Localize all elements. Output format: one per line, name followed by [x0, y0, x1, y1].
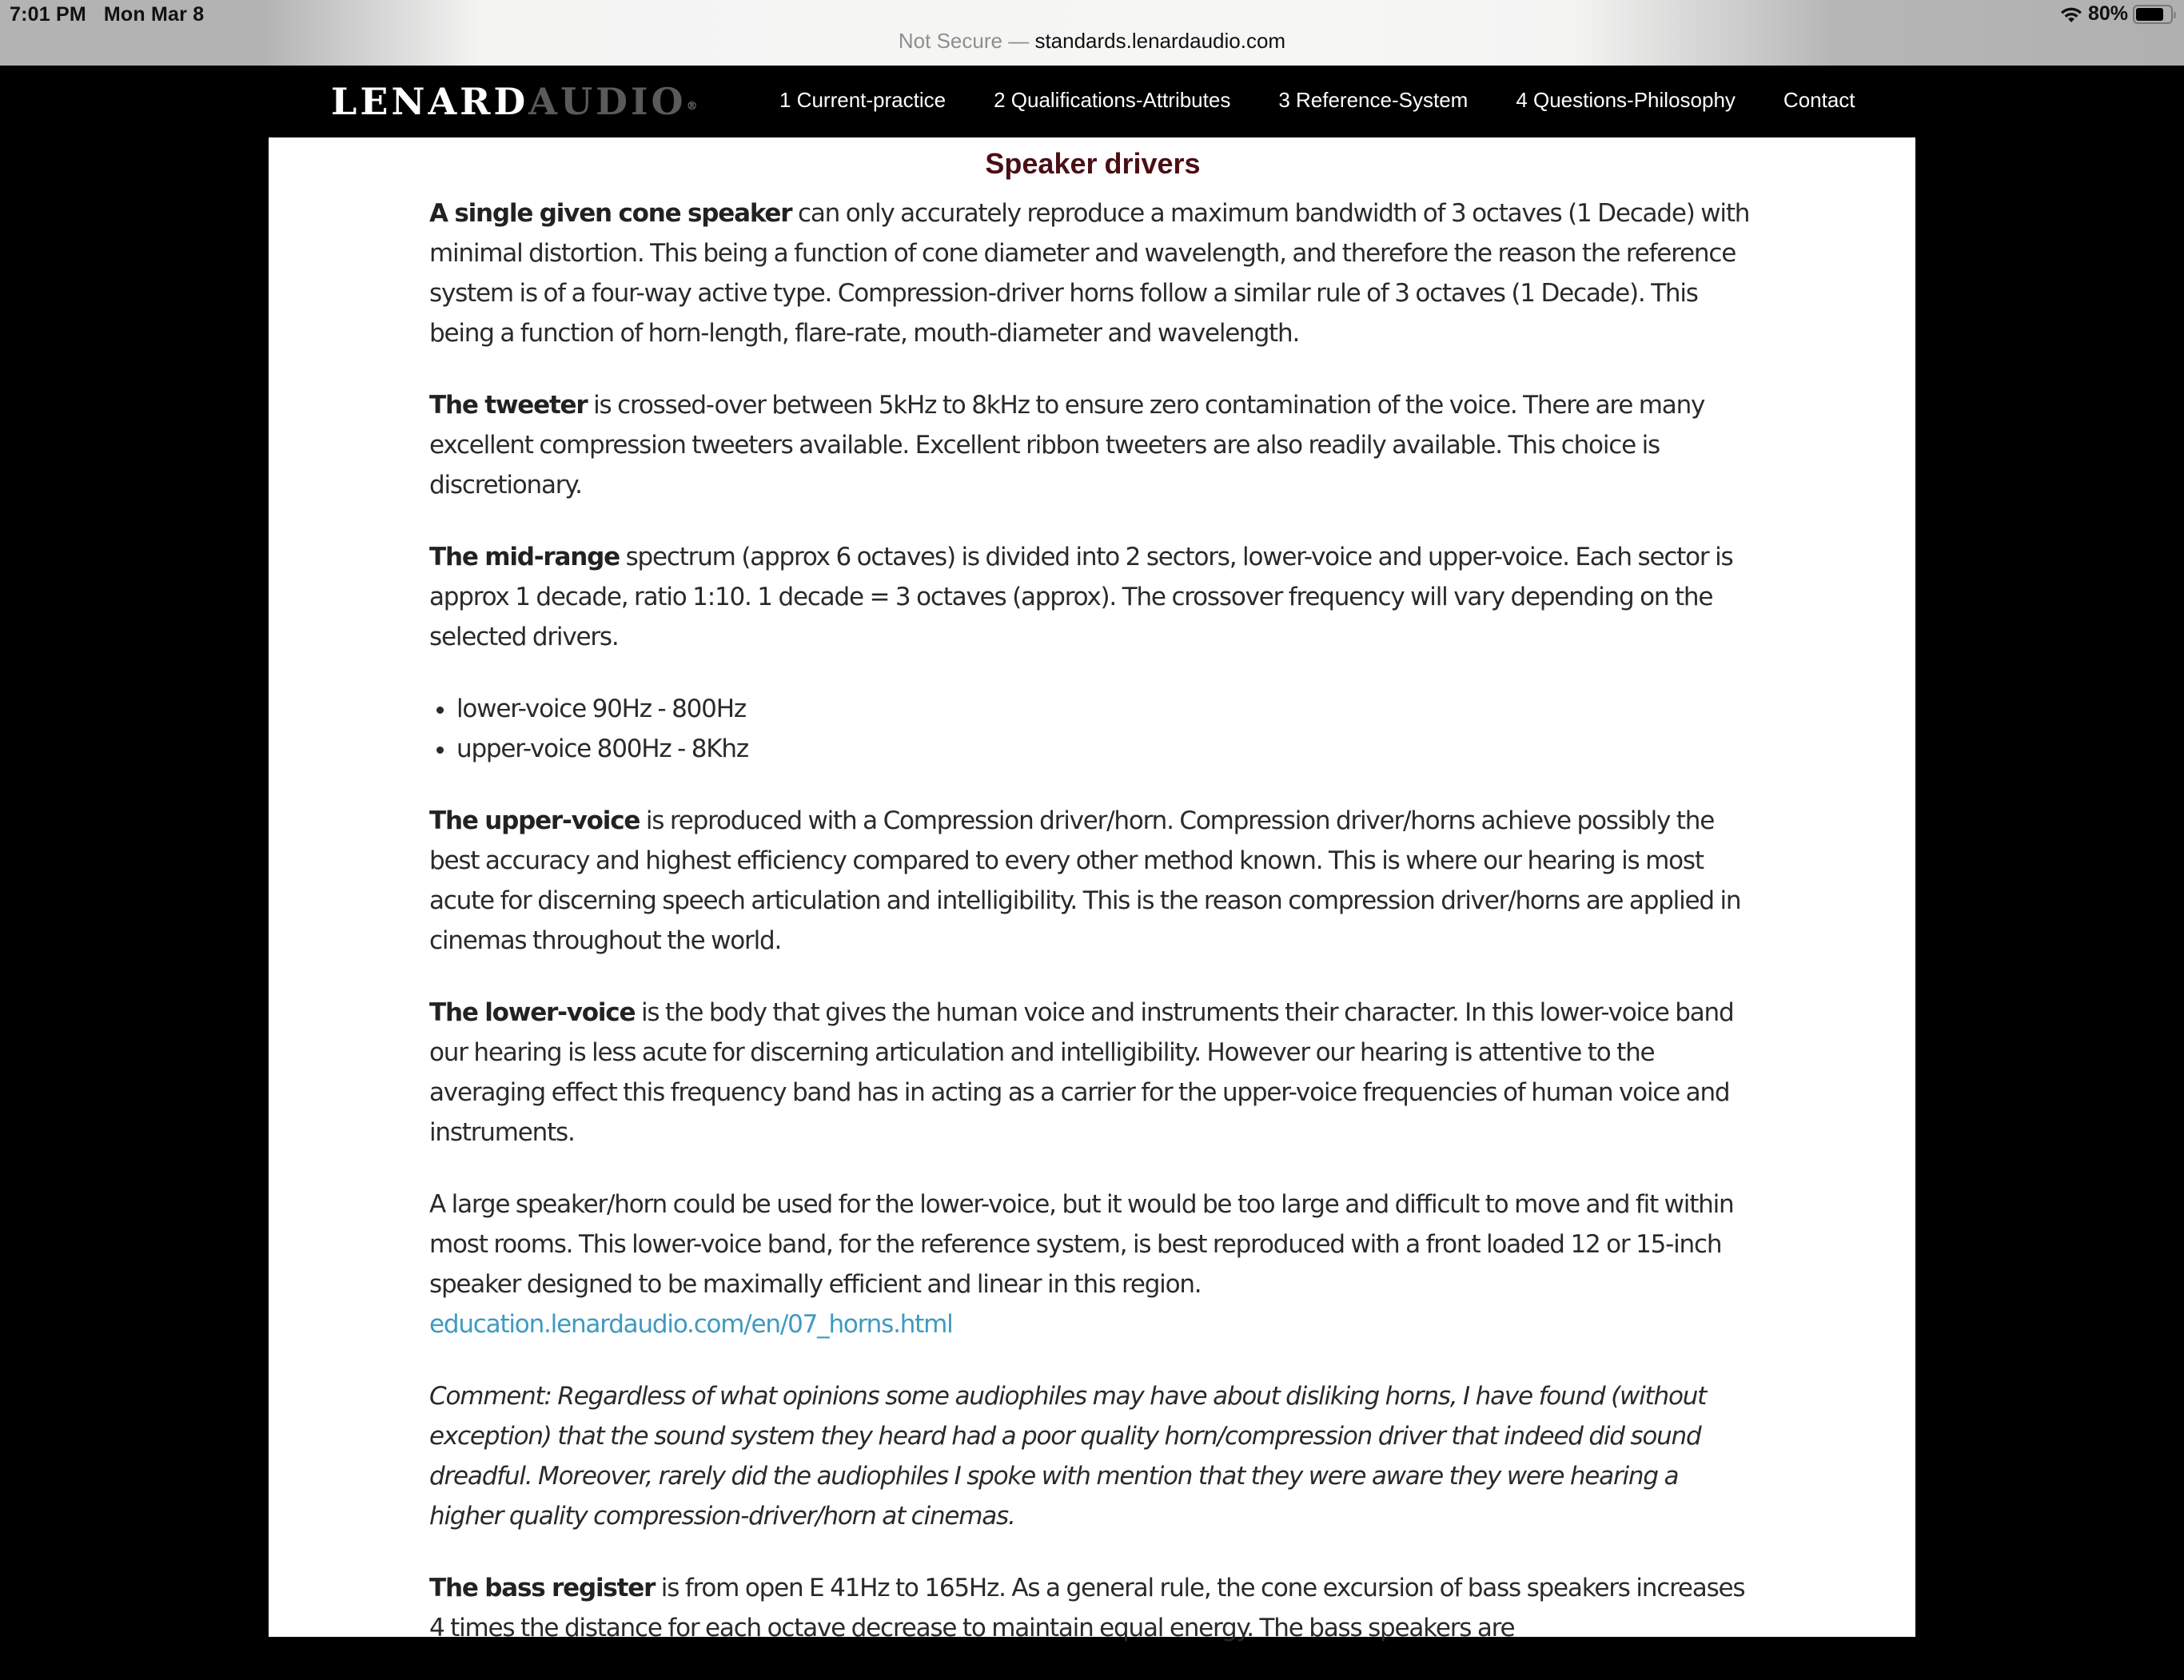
battery-percent: 80%: [2087, 2, 2128, 25]
paragraph-tweeter: [429, 385, 1756, 505]
paragraph-text: spectrum (approx 6 octaves) is divided into 2 sectors, lower-voice and upper-voice. Each sector is approx 1 decade, ratio 1:10. 1 decade = 3 octaves (approx). The crossover frequency will vary depending on the selected drivers.: [429, 543, 1733, 651]
article: [429, 144, 1756, 1680]
lead-tweeter: The tweeter: [429, 391, 588, 420]
status-time: 7:01 PM: [10, 3, 86, 26]
comment-paragraph: Comment: Regardless of what opinions some audiophiles may have about disliking horns, I have found (without exception) that the sound system they heard had a poor quality horn/compression driver that indeed did sound dreadful. Moreover, rarely did the audiophiles I spoke with mention that they were aware they were hearing a higher quality compression-driver/horn at cinemas.: [429, 1382, 1707, 1531]
paragraph-text: can only accurately reproduce a maximum bandwidth of 3 octaves (1 Decade) with minimal distortion. This being a function of cone diameter and wavelength, and therefore the reason the reference system is of a four-way active type. Compression-driver horns follow a similar rule of 3 octaves (1 Decade). This being a function of horn-length, flare-rate, mouth-diameter and wavelength.: [429, 199, 1750, 348]
lead-cone-speaker: A single given cone speaker: [429, 199, 792, 228]
paragraph-large-horn: [429, 1184, 1756, 1344]
paragraph-text: is the body that gives the human voice and instruments their character. In this lower-voice band our hearing is less acute for discerning articulation and intelligibility. However our hearing is attentive to the averaging effect this frequency band has in acting as a carrier for the upper-voice frequencies of human voice and instruments.: [429, 998, 1734, 1147]
paragraph-cone-speaker: [429, 193, 1756, 353]
paragraph-text: is reproduced with a Compression driver/horn. Compression driver/horns achieve possibly the best accuracy and highest efficiency compared to every other method known. This is where our hearing is most acute for discerning speech articulation and intelligibility. This is the reason compression driver/horns are applied in cinemas throughout the world.: [429, 806, 1741, 955]
list-item: • lower-voice 90Hz - 800Hz: [456, 689, 1756, 729]
lead-upper-voice: The upper-voice: [429, 806, 640, 835]
nav-contact[interactable]: Contact: [1783, 88, 1855, 112]
url-domain: standards.lenardaudio.com: [1034, 29, 1286, 53]
security-label: Not Secure —: [898, 29, 1030, 53]
paragraph-text: A large speaker/horn could be used for the lower-voice, but it would be too large and difficult to move and fit within most rooms. This lower-voice band, for the reference system, is best reproduced with a front loaded 12 or 15-inch speaker designed to be maximally efficient and linear in this region.: [429, 1190, 1734, 1299]
lead-mid-range: The mid-range: [429, 543, 620, 571]
site-logo[interactable]: [331, 82, 698, 121]
paragraph-mid-range: [429, 537, 1756, 657]
list-item: • upper-voice 800Hz - 8Khz: [456, 729, 1756, 769]
registered-mark: ®: [686, 100, 698, 113]
logo-audio: AUDIO: [528, 80, 687, 123]
status-date: Mon Mar 8: [103, 3, 205, 26]
nav-current-practice[interactable]: 1 Current-practice: [779, 88, 947, 112]
paragraph-bass-register: [429, 1568, 1756, 1648]
browser-chrome: [0, 0, 2184, 66]
lead-bass-register: The bass register: [429, 1574, 656, 1602]
nav-reference-system[interactable]: 3 Reference-System: [1278, 88, 1469, 112]
battery-icon: [2133, 5, 2173, 24]
address-bar[interactable]: [0, 29, 2184, 54]
nav-qualifications-attributes[interactable]: 2 Qualifications-Attributes: [994, 88, 1231, 112]
logo-lenard: LENARD: [331, 80, 529, 123]
horns-link[interactable]: education.lenardaudio.com/en/07_horns.html: [429, 1310, 953, 1339]
status-indicators: [2059, 2, 2173, 26]
nav-questions-philosophy[interactable]: 4 Questions-Philosophy: [1516, 88, 1736, 112]
paragraph-text: is crossed-over between 5kHz to 8kHz to ensure zero contamination of the voice. There are many excellent compression tweeters available. Excellent ribbon tweeters are also readily available. This choice is discretionary.: [429, 391, 1705, 500]
paragraph-text: is from open E 41Hz to 165Hz. As a general rule, the cone excursion of bass speakers increases 4 times the distance for each octave decrease to maintain equal energy. The bass speakers are: [429, 1574, 1745, 1642]
band-list: [429, 689, 1756, 769]
page-title: Speaker drivers: [985, 147, 1201, 180]
wifi-icon: [2059, 5, 2083, 24]
main-nav: [779, 88, 1855, 113]
lead-lower-voice: The lower-voice: [429, 998, 636, 1027]
paragraph-lower-voice: [429, 993, 1756, 1153]
status-clock: [10, 3, 221, 26]
paragraph-upper-voice: [429, 801, 1756, 961]
